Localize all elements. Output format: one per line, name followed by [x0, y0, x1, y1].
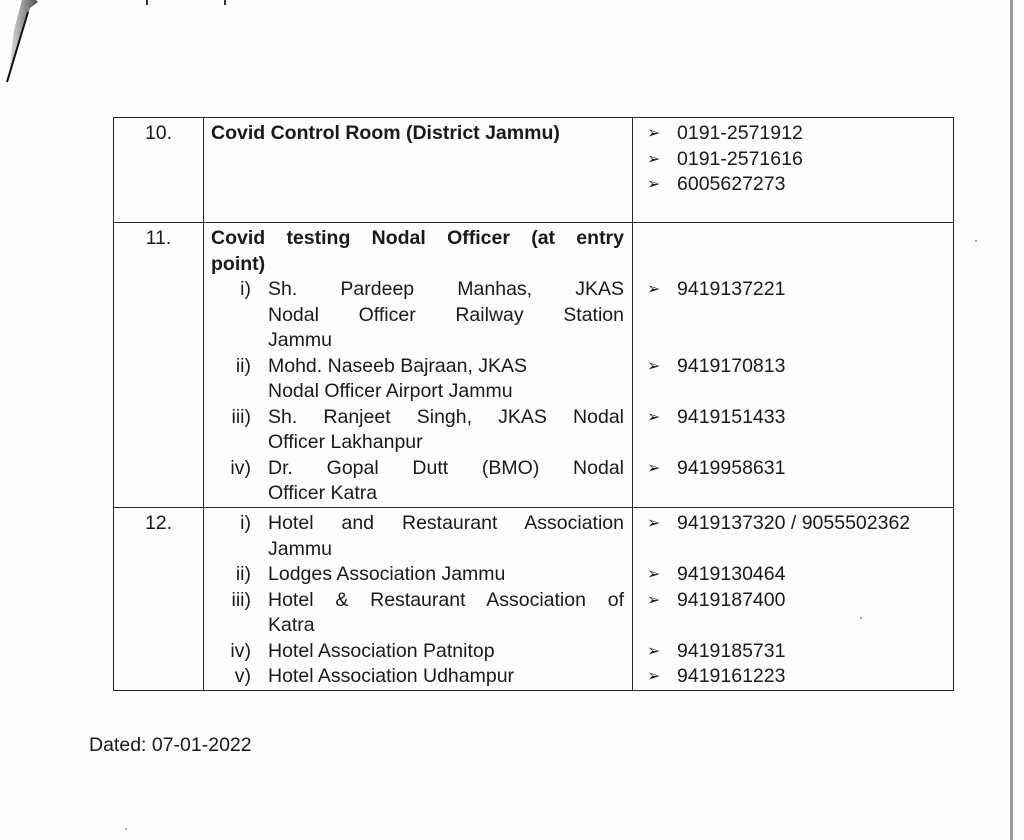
serial-number: 12. — [114, 508, 204, 691]
list-item — [211, 664, 624, 690]
item-text: Officer Lakhanpur — [268, 431, 423, 453]
item-text: Hotel & Restaurant Association of — [268, 588, 624, 611]
phone-entry — [647, 121, 953, 147]
arrow-bullet-icon: ➢ — [647, 566, 661, 583]
phone-entry — [647, 405, 953, 431]
item-text: Mohd. Naseeb Bajraan, JKAS — [268, 354, 528, 377]
scan-speck — [975, 240, 977, 242]
item-number: iv) — [230, 639, 251, 662]
phone-number: 0191-2571912 — [677, 122, 803, 144]
item-text: Sh. Ranjeet Singh, JKAS Nodal — [268, 405, 624, 428]
item-text: Dr. Gopal Dutt (BMO) Nodal — [268, 456, 624, 479]
phone-entry — [647, 588, 953, 614]
arrow-bullet-icon: ➢ — [647, 357, 661, 375]
item-number: v) — [234, 665, 251, 687]
phone-entry — [647, 456, 953, 482]
item-text: Lodges Association Jammu — [268, 563, 506, 585]
item-text: Nodal Officer Railway Station — [268, 303, 624, 326]
phone-entry — [647, 172, 953, 198]
item-number: i) — [240, 512, 251, 534]
item-text: Hotel Association Patnitop — [268, 639, 495, 662]
arrow-bullet-icon: ➢ — [647, 459, 661, 477]
list-item — [211, 639, 624, 665]
arrow-bullet-icon: ➢ — [647, 176, 661, 193]
arrow-bullet-icon: ➢ — [647, 125, 661, 142]
pen-mark-decoration — [0, 0, 40, 90]
phone-number: 9419170813 — [677, 354, 786, 377]
table-row — [114, 508, 954, 691]
phone-number: 6005627273 — [677, 173, 786, 195]
row-heading-cont: point) — [211, 252, 266, 275]
phone-number: 9419187400 — [677, 588, 786, 611]
scan-speck — [860, 617, 862, 619]
item-text: Hotel Association Udhampur — [268, 665, 515, 687]
phone-entry — [647, 639, 953, 665]
list-item — [211, 562, 624, 588]
phone-number: 9419151433 — [677, 405, 786, 428]
arrow-bullet-icon: ➢ — [647, 150, 661, 168]
cropped-text-fragment — [146, 0, 236, 6]
row-heading: Covid testing Nodal Officer (at entry — [211, 227, 624, 249]
item-number: ii) — [235, 563, 251, 585]
item-text: Jammu — [268, 329, 332, 351]
list-item — [211, 588, 624, 639]
item-number: iii) — [231, 588, 251, 611]
table-row — [114, 118, 954, 223]
arrow-bullet-icon: ➢ — [647, 515, 661, 532]
item-text: Katra — [268, 614, 315, 636]
phone-number: 9419137221 — [677, 278, 786, 300]
item-text: Sh. Pardeep Manhas, JKAS — [268, 278, 624, 300]
item-text: Hotel and Restaurant Association — [268, 512, 624, 534]
phone-number: 9419130464 — [677, 563, 786, 585]
list-item — [211, 354, 624, 405]
phone-number: 9419161223 — [677, 665, 786, 687]
phone-entry — [647, 664, 953, 690]
list-item — [211, 511, 624, 562]
item-number: i) — [240, 278, 251, 300]
phone-entry — [647, 277, 953, 303]
item-text: Jammu — [268, 537, 332, 560]
item-number: iv) — [230, 456, 251, 479]
phone-number: 9419137320 / 9055502362 — [677, 512, 911, 534]
arrow-bullet-icon: ➢ — [647, 591, 661, 609]
table-row — [114, 223, 954, 508]
phone-entry — [647, 562, 953, 588]
scan-speck — [125, 828, 127, 830]
phone-entry — [647, 354, 953, 380]
dated-line: Dated: 07-01-2022 — [89, 734, 252, 756]
arrow-bullet-icon: ➢ — [647, 281, 661, 298]
list-item — [211, 405, 624, 456]
arrow-bullet-icon: ➢ — [647, 642, 661, 660]
phone-number: 9419185731 — [677, 639, 786, 662]
phone-number: 0191-2571616 — [677, 147, 803, 170]
serial-number: 10. — [114, 118, 204, 223]
list-item — [211, 277, 624, 354]
item-number: ii) — [235, 354, 251, 377]
phone-number: 9419958631 — [677, 456, 786, 479]
item-text: Officer Katra — [268, 482, 378, 504]
arrow-bullet-icon: ➢ — [647, 408, 661, 426]
row-heading: Covid Control Room (District Jammu) — [211, 122, 560, 144]
page-edge-line — [1010, 0, 1013, 840]
phone-entry — [647, 147, 953, 173]
phone-entry — [647, 511, 953, 537]
list-item — [211, 456, 624, 507]
serial-number: 11. — [114, 223, 204, 508]
arrow-bullet-icon: ➢ — [647, 668, 661, 685]
item-number: iii) — [231, 405, 251, 428]
item-text: Nodal Officer Airport Jammu — [268, 380, 513, 402]
contact-table — [113, 117, 954, 691]
